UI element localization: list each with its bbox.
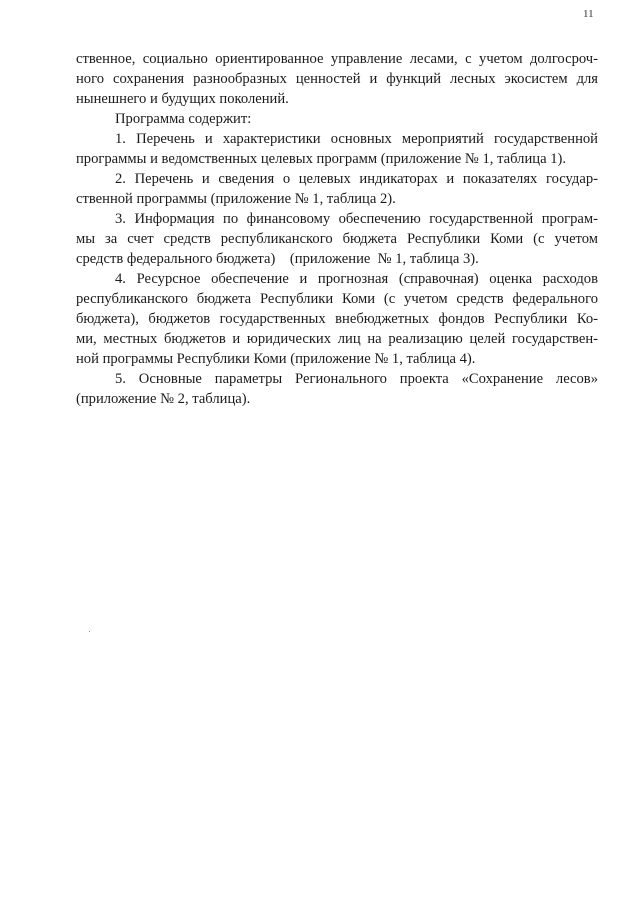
list-item-1 <box>76 129 598 169</box>
text-line: 1. Перечень и характеристики основных мероприятий государственной <box>115 131 598 147</box>
text-line: 5. Основные параметры Регионального проекта «Сохранение лесов» <box>115 371 598 387</box>
text-line: (приложение № 2, таблица). <box>76 391 251 407</box>
text-line: 4. Ресурсное обеспечение и прогнозная (справочная) оценка расходов <box>115 271 598 287</box>
paragraph-intro-continuation <box>76 49 598 109</box>
text-line: нынешнего и будущих поколений. <box>76 91 289 107</box>
text-line: ной программы Республики Коми (приложение № 1, таблица 4). <box>76 351 476 367</box>
text-line: ственной программы (приложение № 1, таблица 2). <box>76 191 396 207</box>
list-item-5 <box>76 369 598 409</box>
text-line: ми, местных бюджетов и юридических лиц на реализацию целей государствен- <box>76 331 598 347</box>
text-line: бюджета), бюджетов государственных внебюджетных фондов Республики Ко- <box>76 311 598 327</box>
text-line: мы за счет средств республиканского бюджета Республики Коми (с учетом <box>76 231 598 247</box>
text-line: республиканского бюджета Республики Коми (с учетом средств федерального <box>76 291 598 307</box>
list-item-4 <box>76 269 598 369</box>
page-number: 11 <box>583 8 594 20</box>
text-line: средств федерального бюджета) (приложение № 1, таблица 3). <box>76 251 479 267</box>
paragraph-program-contains <box>76 109 598 129</box>
text-line: ного сохранения разнообразных ценностей и функций лесных экосистем для <box>76 71 598 87</box>
text-line: Программа содержит: <box>115 111 252 127</box>
list-item-2 <box>76 169 598 209</box>
scan-speck <box>89 631 90 632</box>
list-item-3 <box>76 209 598 269</box>
text-line: 3. Информация по финансовому обеспечению государственной програм- <box>115 211 598 227</box>
text-line: 2. Перечень и сведения о целевых индикаторах и показателях государ- <box>115 171 598 187</box>
text-line: ственное, социально ориентированное управление лесами, с учетом долгосроч- <box>76 51 598 67</box>
text-line: программы и ведомственных целевых программ (приложение № 1, таблица 1). <box>76 151 566 167</box>
document-body <box>76 49 598 409</box>
